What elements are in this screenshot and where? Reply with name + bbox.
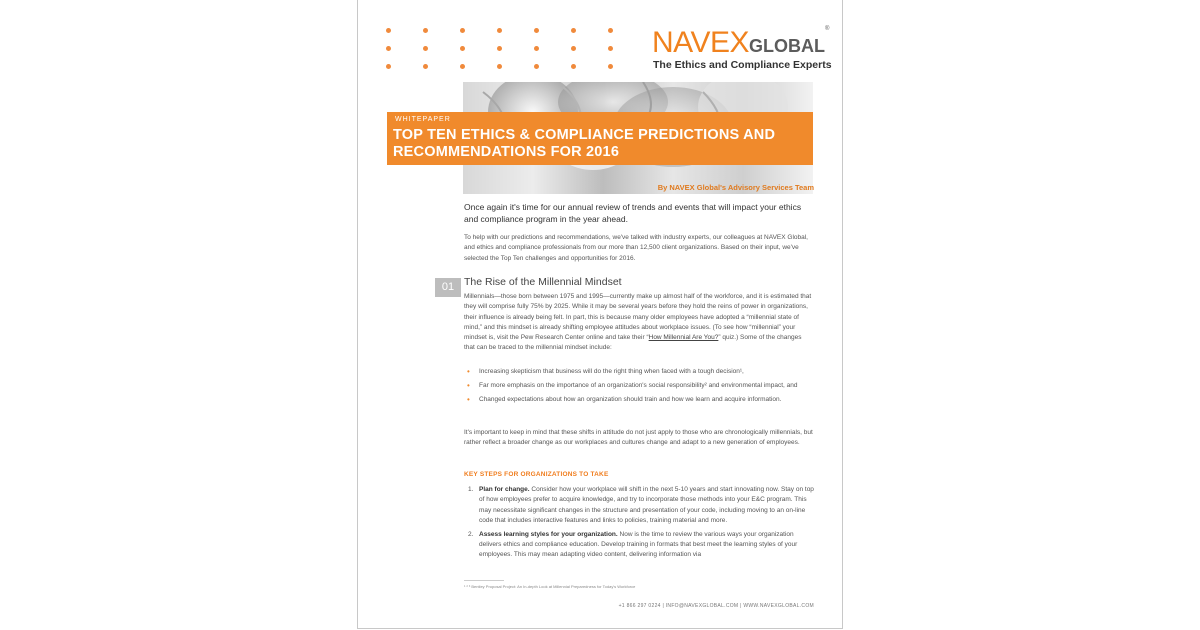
pew-quiz-link[interactable]: How Millennial Are You? xyxy=(648,334,719,342)
title-banner xyxy=(387,112,813,165)
decorative-dot xyxy=(386,64,391,69)
decorative-dot xyxy=(497,64,502,69)
list-item: • Far more emphasis on the importance of an organization's social responsibility² and environmental impact, and xyxy=(464,381,814,391)
intro-paragraph: Once again it's time for our annual review of trends and events that will impact your ethics and compliance program in the year ahead. xyxy=(464,202,802,224)
decorative-dot xyxy=(608,46,613,51)
decorative-dot xyxy=(386,46,391,51)
section-title: The Rise of the Millennial Mindset xyxy=(464,276,622,288)
footnote-divider xyxy=(464,580,504,581)
decorative-dot xyxy=(497,46,502,51)
logo-navex-text: NAVEX xyxy=(652,26,749,59)
decorative-dot xyxy=(423,28,428,33)
step-text: Now is the time to review the various ways your organization delivers ethics and compliance education. Develop training in formats that best meet the learning styles of your employees. This may mean adapting video content, delivering information via xyxy=(479,530,798,559)
list-item: • Increasing skepticism that business will do the right thing when faced with a tough decision¹, xyxy=(464,367,814,377)
decorative-dot xyxy=(571,28,576,33)
contact-footer: +1 866 297 0224 | INFO@NAVEXGLOBAL.COM | WWW.NAVEXGLOBAL.COM xyxy=(618,603,814,609)
decorative-dot xyxy=(423,46,428,51)
decorative-dot xyxy=(571,46,576,51)
decorative-dot xyxy=(534,46,539,51)
key-steps-list xyxy=(464,485,814,564)
decorative-dot xyxy=(460,46,465,51)
banner-label: WHITEPAPER xyxy=(395,116,451,123)
decorative-dot xyxy=(423,64,428,69)
closing-paragraph: It's important to keep in mind that these shifts in attitude do not just apply to those who are chronologically millennials, but rather reflect a broader change as our workplaces and cultures change and adapt to a new generation of employees. xyxy=(464,429,813,447)
list-item xyxy=(464,530,814,561)
step-number: 2. xyxy=(468,530,474,538)
changes-bullet-list xyxy=(464,367,814,408)
decorative-dot xyxy=(460,28,465,33)
list-item xyxy=(464,485,814,526)
decorative-dot xyxy=(608,64,613,69)
decorative-dot xyxy=(460,64,465,69)
logo-tagline: The Ethics and Compliance Experts xyxy=(653,59,832,71)
byline: By NAVEX Global's Advisory Services Team xyxy=(657,183,814,192)
logo-global-text: GLOBAL xyxy=(748,36,825,56)
list-item: • Changed expectations about how an organization should train and how we learn and acquire information. xyxy=(464,395,814,405)
key-steps-heading: KEY STEPS FOR ORGANIZATIONS TO TAKE xyxy=(464,471,609,478)
decorative-dot xyxy=(386,28,391,33)
footnote: ¹ ² ³ Bentley Proposal Project: An In-depth Look at Millennial Preparedness for Today's Workforce xyxy=(464,584,636,589)
step-title: Assess learning styles for your organization. xyxy=(479,530,618,538)
decorative-dot xyxy=(534,64,539,69)
navex-global-logo[interactable] xyxy=(652,26,829,60)
decorative-dot xyxy=(608,28,613,33)
logo-registered-mark: ® xyxy=(824,26,830,32)
whitepaper-page xyxy=(357,0,843,629)
millennial-text-end: ” quiz.) Some of the changes that can be traced to the millennial mindset include: xyxy=(464,334,802,352)
step-number: 1. xyxy=(468,486,474,493)
decorative-dot xyxy=(497,28,502,33)
section-number-badge: 01 xyxy=(435,278,461,297)
millennial-paragraph xyxy=(464,292,814,354)
context-paragraph: To help with our predictions and recommendations, we've talked with industry experts, our colleagues at NAVEX Global, and ethics and compliance professionals from our more than 12,500 client organizations. Based on their input, we've selected the Top Ten challenges and opportunities for 2016. xyxy=(464,234,808,262)
step-text: Consider how your workplace will shift in the next 5-10 years and start innovating now. Stay on top of how employees prefer to acquire knowledge, and try to incorporate those methods into your E&C program. This may necessitate significant changes in the structure and presentation of your code, including moving to an on-line code that includes interactive features and links to policies, training material and more. xyxy=(479,486,814,524)
millennial-text-start: Millennials—those born between 1975 and 1995—currently make up almost half of the workforce, and it is estimated that they will comprise fully 75% by 2025. While it may be several years before they hold the reins of power in organizations, their influence is already being felt. In part, this is because many older employees have adopted a “millennial state of mind,” and this mindset is already shifting employee attitudes about workplace issues. (To see how “millennial” your mindset is, visit the Pew Research Center online and take their “ xyxy=(464,293,812,342)
decorative-dot xyxy=(571,64,576,69)
decorative-dot xyxy=(534,28,539,33)
whitepaper-title: TOP TEN ETHICS & COMPLIANCE PREDICTIONS AND RECOMMENDATIONS FOR 2016 xyxy=(393,127,776,160)
step-title: Plan for change. xyxy=(479,486,530,493)
